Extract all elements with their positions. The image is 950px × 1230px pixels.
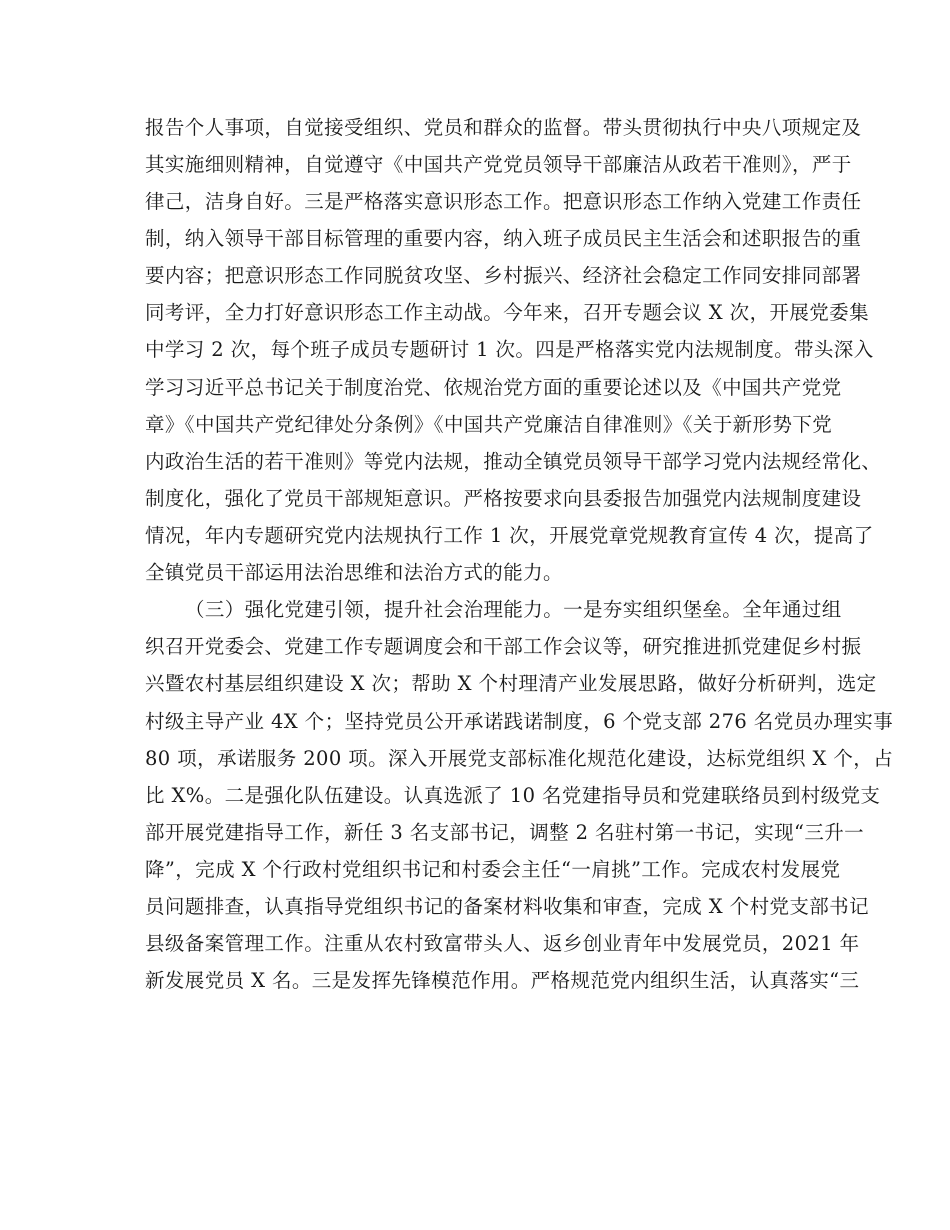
body-line: 80 项，承诺服务 200 项。深入开展党支部标准化规范化建设，达标党组织 X 个，占 xyxy=(145,747,894,770)
body-line: 其实施细则精神，自觉遵守《中国共产党党员领导干部廉洁从政若干准则》，严于 xyxy=(145,153,852,176)
body-line: 员问题排查，认真指导党组织书记的备案材料收集和审查，完成 X 个村党支部书记 xyxy=(145,895,869,918)
body-line: 兴暨农村基层组织建设 X 次；帮助 X 个村理清产业发展思路，做好分析研判，选定 xyxy=(145,672,877,695)
body-line: 章》《中国共产党纪律处分条例》《中国共产党廉洁自律准则》《关于新形势下党 xyxy=(145,413,833,436)
body-line: 织召开党委会、党建工作专题调度会和干部工作会议等，研究推进抓党建促乡村振 xyxy=(145,635,862,658)
body-line: 部开展党建指导工作，新任 3 名支部书记，调整 2 名驻村第一书记，实现“三升一 xyxy=(145,821,865,844)
body-line: 村级主导产业 4X 个；坚持党员公开承诺践诺制度，6 个党支部 276 名党员办理实事 xyxy=(145,710,894,733)
body-line: 制度化，强化了党员干部规矩意识。严格按要求向县委报告加强党内法规制度建设 xyxy=(145,487,862,510)
body-line: 比 X%。二是强化队伍建设。认真选派了 10 名党建指导员和党建联络员到村级党支 xyxy=(145,784,881,807)
body-line: 学习习近平总书记关于制度治党、依规治党方面的重要论述以及《中国共产党党 xyxy=(145,376,842,399)
body-line: 情况，年内专题研究党内法规执行工作 1 次，开展党章党规教育宣传 4 次，提高了 xyxy=(145,524,874,547)
body-line: 同考评，全力打好意识形态工作主动战。今年来，召开专题会议 X 次，开展党委集 xyxy=(145,301,869,324)
body-line: 县级备案管理工作。注重从农村致富带头人、返乡创业青年中发展党员，2021 年 xyxy=(145,932,860,955)
body-line: 内政治生活的若干准则》等党内法规，推动全镇党员领导干部学习党内法规经常化、 xyxy=(145,450,882,473)
body-line: 律己，洁身自好。三是严格落实意识形态工作。把意识形态工作纳入党建工作责任 xyxy=(145,190,862,213)
body-line: 新发展党员 X 名。三是发挥先锋模范作用。严格规范党内组织生活，认真落实“三 xyxy=(145,969,860,992)
body-line: 制，纳入领导干部目标管理的重要内容，纳入班子成员民主生活会和述职报告的重 xyxy=(145,227,862,250)
body-line: 全镇党员干部运用法治思维和法治方式的能力。 xyxy=(145,561,563,584)
section-heading-line: （三）强化党建引领，提升社会治理能力。一是夯实组织堡垒。全年通过组 xyxy=(185,598,842,621)
body-line: 要内容；把意识形态工作同脱贫攻坚、乡村振兴、经济社会稳定工作同安排同部署 xyxy=(145,264,862,287)
body-line: 中学习 2 次，每个班子成员专题研讨 1 次。四是严格落实党内法规制度。带头深入 xyxy=(145,338,874,361)
body-line: 报告个人事项，自觉接受组织、党员和群众的监督。带头贯彻执行中央八项规定及 xyxy=(145,116,862,139)
body-line: 降”，完成 X 个行政村党组织书记和村委会主任“一肩挑”工作。完成农村发展党 xyxy=(145,858,841,881)
